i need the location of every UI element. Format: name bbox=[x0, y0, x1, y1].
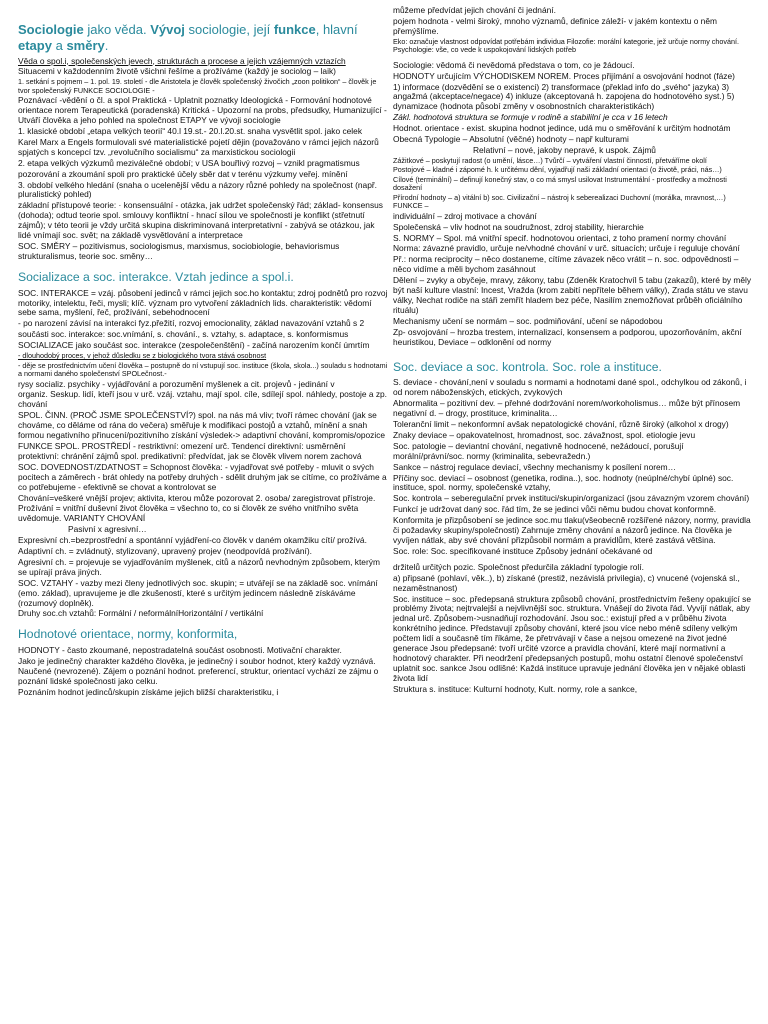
paragraph: Přírodní hodnoty – a) vitální b) soc. Civilizační – nástroj k seberealizaci Duchovní (morálka, mravnost,…) FUNKCE – bbox=[393, 192, 726, 211]
section-heading-socializace: Socializace a soc. interakce. Vztah jedince a spol.i. bbox=[18, 269, 294, 284]
paragraph: 2. etapa velkých výzkumů meziválečné období; v USA bouřlivý rozvoj – vznikl pragmatismus bbox=[18, 157, 360, 168]
paragraph: Sociologie: vědomá či nevědomá představa o tom, co je žádoucí. bbox=[393, 59, 635, 70]
title-part: , hlavní bbox=[315, 22, 358, 37]
paragraph: Poznávací -vědění o čl. a spol Praktická - Uplatnit poznatky Ideologická - Formování hodnotové orientace norem Terapeutická (poradenská) Kritická - Upozorní na probs, předsudky, Humanizující - Utváří člověka a jeho pohled na společnost ETAPY ve vývoji sociologie bbox=[18, 95, 387, 126]
paragraph: Postojové – kladné i zápomé h. k určitému dění, vyjadřují naši základní orientaci (o životě, práci, nás…) bbox=[393, 165, 722, 175]
paragraph: Toleranční limit – nekonformní avšak nepatologické chování, různě široký (alkohol x drogy) bbox=[393, 419, 729, 430]
paragraph: Karel Marx a Engels formulovali své materialistické pojetí dějin (považováno v rámci jejich názorů spjatých s koncepcí tzv. „revolučního socialismu“ za marxistickou sociologii bbox=[18, 136, 379, 157]
paragraph: SOC. DOVEDNOST/ZDATNOST = Schopnost člověka: - vyjadřovat své potřeby - mluvit o svých pocitech a záměrech - brát ohledy na potřeby druhých - sdělit druhým jak se cítíme, co prožíváme a co potřebujeme - efektivně se chovat a kontrolovat se bbox=[18, 461, 387, 492]
title-part: a bbox=[51, 38, 67, 54]
paragraph: držitelů určitých pozic. Společnost předurčila základní typologie rolí. bbox=[393, 561, 644, 572]
paragraph: Pasivní x agresivní… bbox=[68, 524, 147, 535]
section-heading-deviace: Soc. deviace a soc. kontrola. Soc. role a instituce. bbox=[393, 359, 662, 374]
paragraph: Konformita je přizpůsobení se jedince soc.mu tlaku(všeobecně rozšířené názory, normy, pravidla či požadavky skupiny/společnosti) Zahrnuje změny chování a názorů jedince. Na člověka je vyvíjen nátlak, aby své chování přizpůsobil normám a pravidlům, které zastává většina. bbox=[393, 515, 751, 545]
paragraph: Abnormalita – pozitivní dev. – přehné dodržování norem/workoholismus… může být přínosem negativní d. – drogy, prostituce, kriminalita… bbox=[393, 398, 741, 419]
paragraph: S. deviace - chování,není v souladu s normami a hodnotami dané spol., odchylkou od zákonů, i od norem náboženských, etických, zvykových bbox=[393, 377, 747, 398]
paragraph: FUNKCE SPOL. PROSTŘEDÍ - restriktivní: omezení urč. Tendencí direktivní: usměrnění protektivní: chránění zájmů spol. predikativní: předvídat, jak se člověk vlivem norem zachová bbox=[18, 440, 362, 461]
title-part: směry bbox=[66, 38, 105, 54]
paragraph: SOCIALIZACE jako součást soc. interakce (zespolečenštění) - začíná narozením končí úmrtím bbox=[18, 340, 370, 351]
paragraph: Norma: závazné pravidlo, určuje ne/vhodné chování v urč. situacích; určuje i reguluje chování bbox=[393, 243, 740, 254]
paragraph: - dlouhodobý proces, v jehož důsledku se z biologického tvora stává osobnost bbox=[18, 351, 267, 361]
paragraph: individuální – zdroj motivace a chování bbox=[393, 210, 537, 221]
paragraph: Relativní – nové, jakoby nepravé, k uspok. Zájmů bbox=[473, 144, 656, 155]
paragraph: Hodnot. orientace - exist. skupina hodnot jedince, udá mu o směřování k určitým hodnotám bbox=[393, 123, 731, 134]
paragraph: Jako je jedinečný charakter každého člověka, je jedinečný i soubor hodnot, který každý vyznává. Naučené (nevrozené). Zájem o poznání hodnot. preferencí, struktur, orientací vychází ze zájmu o poznání lidské společnosti jako celku. bbox=[18, 656, 379, 686]
paragraph: Soc. patologie – deviantní chování, negativně hodnocené, nežádoucí, porušují morální/právní/soc. normy (kriminalita, sebevražedn.) bbox=[393, 440, 684, 461]
paragraph: Expresivní ch.=bezprostřední a spontánní vyjádření-co člověk v daném okamžiku cítí/ prožívá. bbox=[18, 535, 367, 546]
paragraph: HODNOTY určujícím VÝCHODISKEM NOREM. Proces přijímání a osvojování hodnot (fáze) bbox=[393, 70, 735, 81]
paragraph: Př.: norma reciprocity – něco dostaneme, cítíme závazek něco vrátit – n. soc. odpovědnosti – něco vidíme a měli bychom zasáhnout bbox=[393, 254, 739, 275]
paragraph: a) připsané (pohlaví, věk..), b) získané (prestiž, nezávislá privilegia), c) vnucené (vojenská sl., nezaměstnanost) bbox=[393, 572, 740, 593]
paragraph: Druhy soc.ch vztahů: Formální / neformálníHorizontální / vertikální bbox=[18, 608, 264, 619]
paragraph: HODNOTY - často zkoumané, nepostradatelná součást osobnosti. Motivační charakter. bbox=[18, 645, 342, 656]
paragraph: Agresivní ch. = projevuje se vyjadřováním myšlenek, citů a názorů nevhodným způsobem, kterým se upírají práva jiných. bbox=[18, 556, 380, 577]
paragraph: Obecná Typologie – Absolutní (věčné) hodnoty – např kulturami bbox=[393, 134, 629, 145]
paragraph: SOC. SMĚRY – pozitivismus, sociologismus, marxismus, sociobiologie, behaviorismus strukturalismus, teorie soc. směny… bbox=[18, 240, 340, 261]
title-part: . bbox=[104, 38, 109, 54]
paragraph: Věda o spol.i, společenských jevech, strukturách a procese a jejich vzájemných vztazích bbox=[18, 55, 346, 66]
right-column bbox=[393, 6, 753, 696]
paragraph: Zákl. hodnotová struktura se formuje v rodině a stabililní je cca v 16 letech bbox=[393, 112, 668, 123]
paragraph: 3. období velkého hledání (snaha o ucelenější vědu a názory různé pohledy na společnost (např. pluralistický pohled) bbox=[18, 179, 377, 200]
paragraph: Znaky deviace – opakovatelnost, hromadnost, soc. závažnost, spol. etiologie jevu bbox=[393, 429, 696, 440]
title-part: sociologie, její bbox=[184, 22, 274, 37]
paragraph: SPOL. ČINN. (PROČ JSME SPOLEČENSTVÍ?) spol. na nás má vliv; tvoří rámec chování (jak se chováme, co děláme od rána do večera) směřuje k modifikaci postojů a vztahů, mínění a snah formou negativního přinucení/pozitivního získání výsledek-> adaptivní chování, kompromis/opozice bbox=[18, 410, 386, 441]
paragraph: SOC. VZTAHY - vazby mezi členy jednotlivých soc. skupin; = utvářejí se na základě soc. vnímání (emo. základ), upravujeme je dle zkušeností, které s určitým jedincem následně získáváme (rozumový doplněk). bbox=[18, 577, 378, 608]
paragraph: Adaptivní ch. = zvládnutý, stylizovaný, upravený projev (neodpovídá prožívání). bbox=[18, 546, 312, 557]
paragraph: 1. setkání s pojmem – 1. pol. 19. století - dle Aristotela je člověk společenský živočich „zoon politikon“ – člověk je tvor společenský FUNKCE SOCIOLOGIE - bbox=[18, 77, 377, 95]
paragraph: Soc. role: Soc. specifikované instituce Způsoby jednání očekávané od bbox=[393, 545, 653, 556]
title-part: Sociologie bbox=[18, 22, 84, 37]
paragraph: Zážitkové – poskytují radost (o umění, lásce…) Tvůrčí – vytváření vlastní činností, přetváříme okolí bbox=[393, 155, 707, 165]
paragraph: 1) informace (dozvědění se o existenci) 2) transformace (překlad info do „svého“ jazyka) 3) angažmá (akceptace/negace) 4) inkluze (akceptovaná h. zapojena do hodnotového syst.) 5) dynamizace (hodnota působí změny v osobnostních charakteristikách) bbox=[393, 81, 735, 112]
title-part: Vývoj bbox=[150, 22, 185, 37]
paragraph: S. NORMY – Spol. má vnitřní specif. hodnotovou orientaci, z toho pramení normy chování bbox=[393, 232, 727, 243]
paragraph: Situacemi v každodenním životě všichni řešíme a prožíváme (každý je sociolog – laik) bbox=[18, 66, 336, 77]
paragraph: - po narození závisí na interakci fyz.přežití, rozvoj emocionality, základ navazování vztahů s 2 bbox=[18, 318, 365, 329]
title-part: etapy bbox=[18, 38, 52, 54]
title-heading bbox=[18, 22, 388, 55]
paragraph: můžeme předvídat jejich chování či jednání. bbox=[393, 5, 556, 15]
paragraph: pojem hodnota - velmi široký, mnoho významů, definice záleží- v jakém kontextu o něm přemýšlíme. bbox=[393, 15, 717, 36]
paragraph: Dělení – zvyky a obyčeje, mravy, zákony, tabu (Zdeněk Kratochvíl 5 tabu (zakazů), které by měly být naší kulture vlastní: Incest, Vražda (krom zabití nepřítele během války), Zrada státu ve stavu války, Nechat rodiče na stáři zemřít hladem bez péče, Nasilím znemožňovat průběh oficiálního rituálu) bbox=[393, 275, 752, 315]
paragraph: Chování=veškeré vnější projev; aktivita, kterou může pozorovat 2. osoba/ zaregistrovat přístroje. bbox=[18, 492, 376, 503]
left-column bbox=[18, 22, 388, 699]
paragraph: základní přístupové teorie: · konsensuální - otázka, jak udržet společenský řád; základ- konsensus (dohoda); odtud teorie spol. smlouvy konfliktní - hnací sílou ve společnosti je konflikt (střetnutí zájmů); v této teorii je vždy určitá skupina diskriminovaná interpretativní - zabývá se otázkou, jak lidé vnímají soc. svět; na základě vysvětlování a interpretace bbox=[18, 200, 383, 241]
paragraph: součásti soc. interakce: soc.vnímání, s. chování., s. vztahy, s. adaptace, s. konformismus bbox=[18, 329, 349, 340]
paragraph: SOC. INTERAKCE = vzáj. působení jedinců v rámci jejich soc.ho kontaktu; zdroj podnětů pro rozvoj motoriky, intelektu, řeči, mysli; klíč. význam pro vytvoření základních lids. charakteristik: vědomí sebe sama, myšlení, řeč, prožívání, sebehodnocení bbox=[18, 287, 388, 318]
paragraph: Funkcí je udržovat daný soc. řád tím, že se jedinci vůči němu budou chovat konformně. bbox=[393, 504, 717, 515]
paragraph: - děje se prostřednictvím učení člověka – postupně do ní vstupují soc. instituce (škola, skola...) souladu s hodnotami a normami daného společenství SPOLečnost.- bbox=[18, 360, 388, 379]
paragraph: Zp- osvojování – hrozba trestem, internalizací, konsensem a podporou, upozorňováním, akční heuristikou, Deviace – odklonění od normy bbox=[393, 326, 742, 347]
paragraph: rysy socializ. psychiky - vyjádřování a porozumění myšlenek a cit. projevů - jedinání v bbox=[18, 378, 335, 389]
paragraph: Poznáním hodnot jedinců/skupin získáme jejich bližší charakteristiku, i bbox=[18, 686, 279, 697]
paragraph: Eko: označuje vlastnost odpovídat potřebám individua Filozofie: morální kategorie, jež určuje normy chování. Psychologie: vše, co vede k uspokojování lidských potřeb bbox=[393, 36, 739, 55]
paragraph: Společenská – vliv hodnot na soudružnost, zdroj stability, hierarchie bbox=[393, 221, 644, 232]
title-part: jako věda. bbox=[83, 22, 151, 37]
paragraph: pozorování a zkoumání spoli pro praktické účely sběr dat v terénu výzkumy veřej. mínění bbox=[18, 168, 348, 179]
paragraph: Struktura s. instituce: Kulturní hodnoty, Kult. normy, role a sankce, bbox=[393, 683, 638, 694]
paragraph: Prožívání = vnitřní duševní život člověka = všechno to, co si člověk ze svého vnitřního světa uvědomuje. VARIANTY CHOVÁNÍ bbox=[18, 503, 359, 524]
paragraph: Sankce – nástroj regulace deviací, všechny mechanismy k posílení norem… bbox=[393, 461, 677, 472]
paragraph: Příčiny soc. deviací – osobnost (genetika, rodina..), soc. hodnoty (neúplné/chybí úplné) soc. instituce, spol. normy, společenské vztahy, bbox=[393, 472, 734, 493]
paragraph: 1. klasické období „etapa velkých teorií“ 40.l 19.st.- 20.l.20.st. snaha vysvětlit spol. jako celek bbox=[18, 126, 363, 136]
paragraph: Soc. kontrola – seberegulační prvek instituci/skupin/organizací (jsou závazným vzorem chování) bbox=[393, 493, 750, 504]
section-heading-hodnotove: Hodnotové orientace, normy, konformita, bbox=[18, 627, 238, 642]
paragraph: Soc. instituce – soc. předepsaná struktura způsobů chování, prostřednictvím řešeny opakující se problémy života; nejtrvalejší a nejvlivnější soc. struktura. Vnášejí do života řád. Vyvíjí nátlak, aby jednal urč. Způsobem->usnadňují rozhodování. Jsou soc.: existují před a v průběhu života konkrétního jedince. Představují způsoby chování, které jsou více nebo méně sdíleny velkým počtem lidí a současně tím říkáme, že přetrvávají v čase a nejsou omezené na život jedné generace Jsou předepsané: tvoří určité vzorce a pravidla chování, které mají normativní a hodnotový charakter. Při neodržení předepsaných postupů, mohu ostatní členové společenství uplatnit soc. sankce Jsou odlišné: Každá instituce upravuje jednání člověka jen v nějaké oblasti života lidí bbox=[393, 593, 751, 683]
title-part: funkce bbox=[273, 22, 316, 37]
paragraph: Mechanismy učení se normám – soc. podmiňování, učení se nápodobou bbox=[393, 315, 663, 326]
paragraph: organiz. Seskup. lidí, kteří jsou v urč. vzáj. vztahu, mají spol. cíle, sdílejí spol. náhledy, postoje a zp. chování bbox=[18, 389, 387, 410]
paragraph: Cílové (terminální) – definují konečný stav, o co má smysl usilovat Instrumentální - prostředky a možnosti dosažení bbox=[393, 174, 727, 193]
